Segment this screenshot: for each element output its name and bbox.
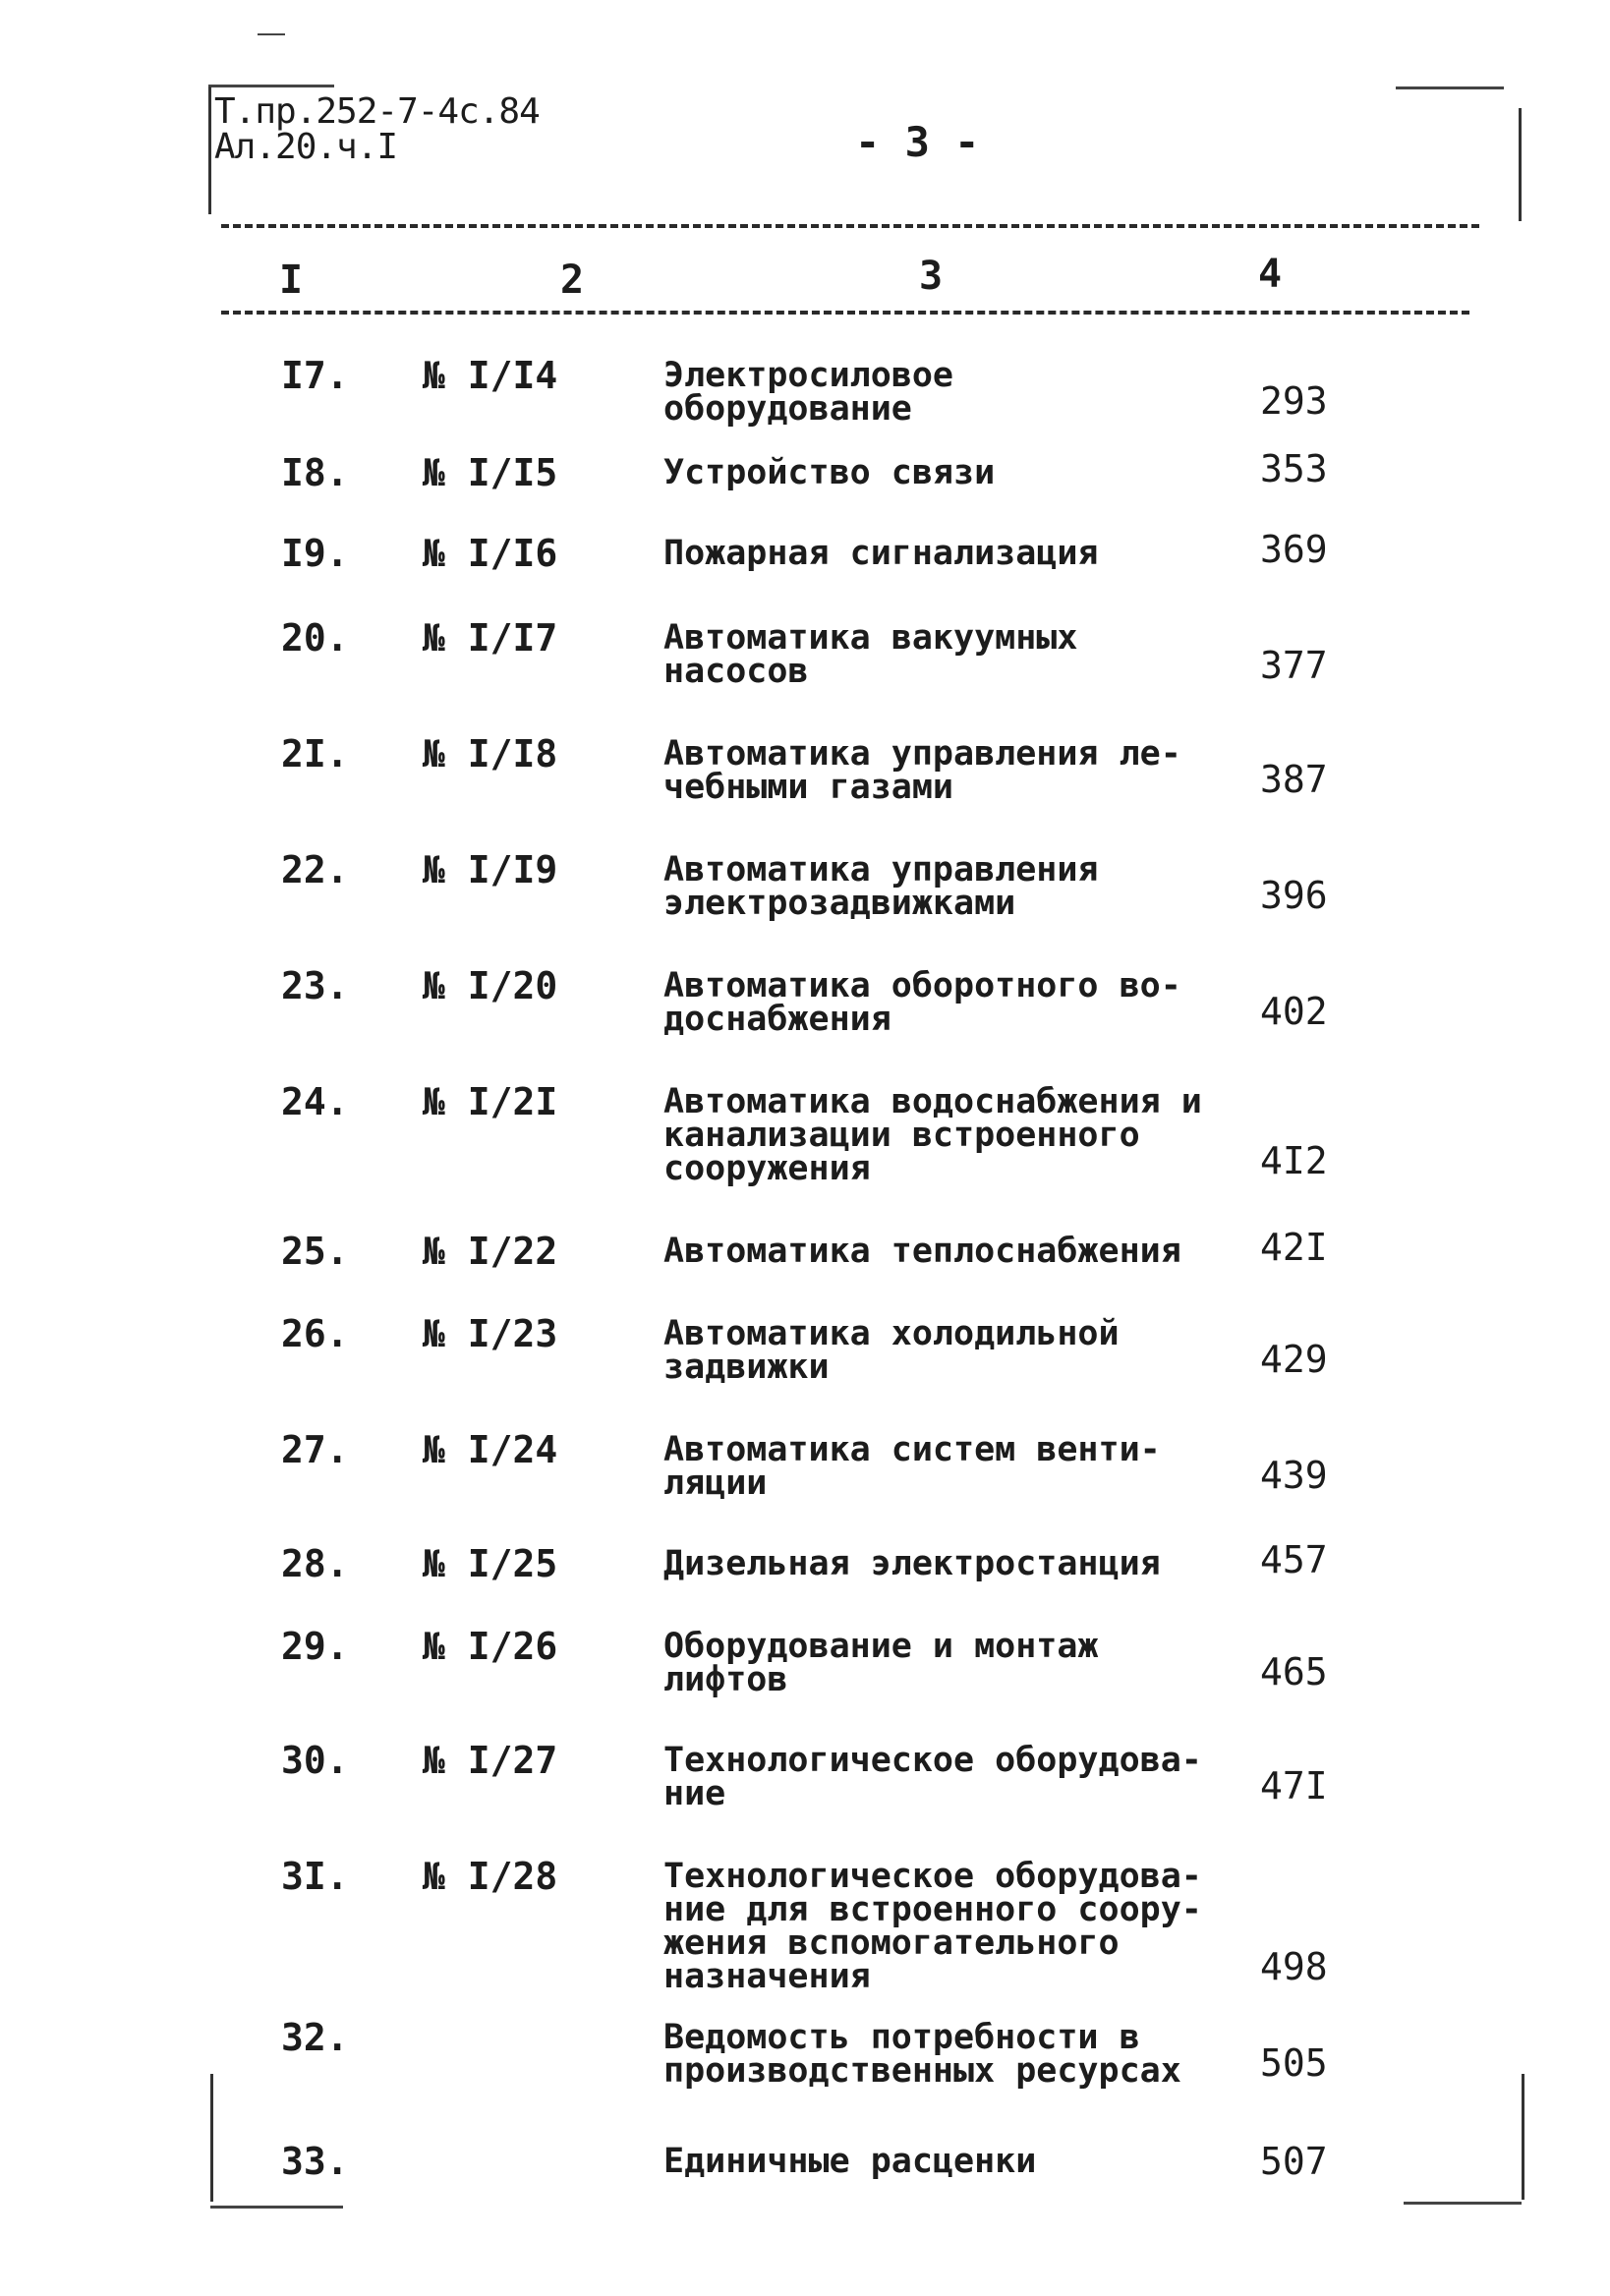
bottom-right-line (1404, 2202, 1522, 2205)
row-number: 27. (281, 1428, 349, 1471)
row-title: Автоматика вакуумных насосов (663, 618, 1078, 691)
row-code: № I/26 (423, 1625, 558, 1668)
row-title: Автоматика управления ле- чебными газами (663, 734, 1181, 807)
row-page: 42I (1260, 1226, 1328, 1269)
row-code: № I/25 (423, 1542, 558, 1585)
row-code: № I/28 (423, 1855, 558, 1898)
row-title: Ведомость потребности в производственных ресурсах (663, 2018, 1181, 2091)
row-code: № I/24 (423, 1428, 558, 1471)
row-number: I9. (281, 532, 349, 575)
header-rule-bottom (221, 311, 1469, 315)
bottom-left-line (210, 2206, 343, 2209)
row-page: 457 (1260, 1538, 1328, 1581)
top-left-mark (258, 33, 285, 35)
row-title: Устройство связи (663, 453, 996, 492)
row-page: 4I2 (1260, 1139, 1328, 1182)
row-page: 396 (1260, 874, 1328, 917)
column-header-1: I (279, 258, 304, 303)
row-page: 498 (1260, 1945, 1328, 1988)
column-header-4: 4 (1258, 252, 1283, 297)
row-page: 507 (1260, 2140, 1328, 2183)
row-number: 33. (281, 2140, 349, 2183)
row-title: Пожарная сигнализация (663, 534, 1099, 573)
header-rule-top (221, 224, 1479, 228)
row-number: 22. (281, 848, 349, 891)
row-number: 28. (281, 1542, 349, 1585)
row-code: № I/22 (423, 1230, 558, 1273)
row-code: № I/20 (423, 964, 558, 1007)
stamp-line-1: Т.пр.252-7-4с.84 (214, 91, 540, 132)
row-code: № I/I7 (423, 616, 558, 660)
document-stamp (214, 91, 540, 167)
row-title: Автоматика управления электрозадвижками (663, 850, 1099, 923)
row-code: № I/23 (423, 1312, 558, 1355)
column-header-3: 3 (919, 254, 944, 299)
row-page: 293 (1260, 379, 1328, 423)
row-number: 2I. (281, 732, 349, 775)
row-code: № I/I5 (423, 451, 558, 494)
row-code: № I/I9 (423, 848, 558, 891)
page-number: - 3 - (855, 118, 980, 166)
row-number: 20. (281, 616, 349, 660)
row-title: Автоматика оборотного во- доснабжения (663, 966, 1181, 1039)
row-title: Технологическое оборудова- ние (663, 1741, 1202, 1813)
frame-right-top (1519, 108, 1522, 221)
row-number: 24. (281, 1080, 349, 1123)
row-page: 377 (1260, 644, 1328, 687)
row-page: 402 (1260, 990, 1328, 1033)
row-number: 26. (281, 1312, 349, 1355)
top-right-mark (1396, 86, 1504, 89)
row-page: 505 (1260, 2041, 1328, 2085)
stamp-line-2: Ал.20.ч.I (214, 127, 398, 167)
row-title: Оборудование и монтаж лифтов (663, 1627, 1099, 1699)
row-title: Автоматика систем венти- ляции (663, 1430, 1161, 1503)
frame-left-top (208, 86, 211, 214)
column-header-2: 2 (560, 258, 585, 303)
row-code: № I/I4 (423, 354, 558, 397)
stamp-top-line (208, 85, 334, 87)
row-page: 353 (1260, 447, 1328, 490)
row-title: Электросиловое оборудование (663, 356, 954, 429)
row-page: 369 (1260, 528, 1328, 571)
row-number: I8. (281, 451, 349, 494)
row-number: I7. (281, 354, 349, 397)
row-number: 23. (281, 964, 349, 1007)
row-title: Автоматика водоснабжения и канализации встроенного сооружения (663, 1082, 1202, 1188)
row-number: 25. (281, 1230, 349, 1273)
row-page: 465 (1260, 1650, 1328, 1693)
row-number: 29. (281, 1625, 349, 1668)
row-number: 3I. (281, 1855, 349, 1898)
row-code: № I/27 (423, 1739, 558, 1782)
row-page: 429 (1260, 1338, 1328, 1381)
row-number: 32. (281, 2016, 349, 2059)
row-page: 387 (1260, 758, 1328, 801)
row-title: Единичные расценки (663, 2142, 1037, 2181)
row-number: 30. (281, 1739, 349, 1782)
frame-right-bottom (1522, 2074, 1524, 2200)
row-title: Автоматика теплоснабжения (663, 1232, 1181, 1271)
row-title: Дизельная электростанция (663, 1544, 1161, 1583)
row-code: № I/I6 (423, 532, 558, 575)
row-code: № I/I8 (423, 732, 558, 775)
row-page: 439 (1260, 1454, 1328, 1497)
row-code: № I/2I (423, 1080, 558, 1123)
row-page: 47I (1260, 1764, 1328, 1808)
frame-left-bottom (210, 2074, 213, 2202)
row-title: Автоматика холодильной задвижки (663, 1314, 1120, 1387)
row-title: Технологическое оборудова- ние для встроенного соору- жения вспомогательного назначения (663, 1857, 1202, 1996)
